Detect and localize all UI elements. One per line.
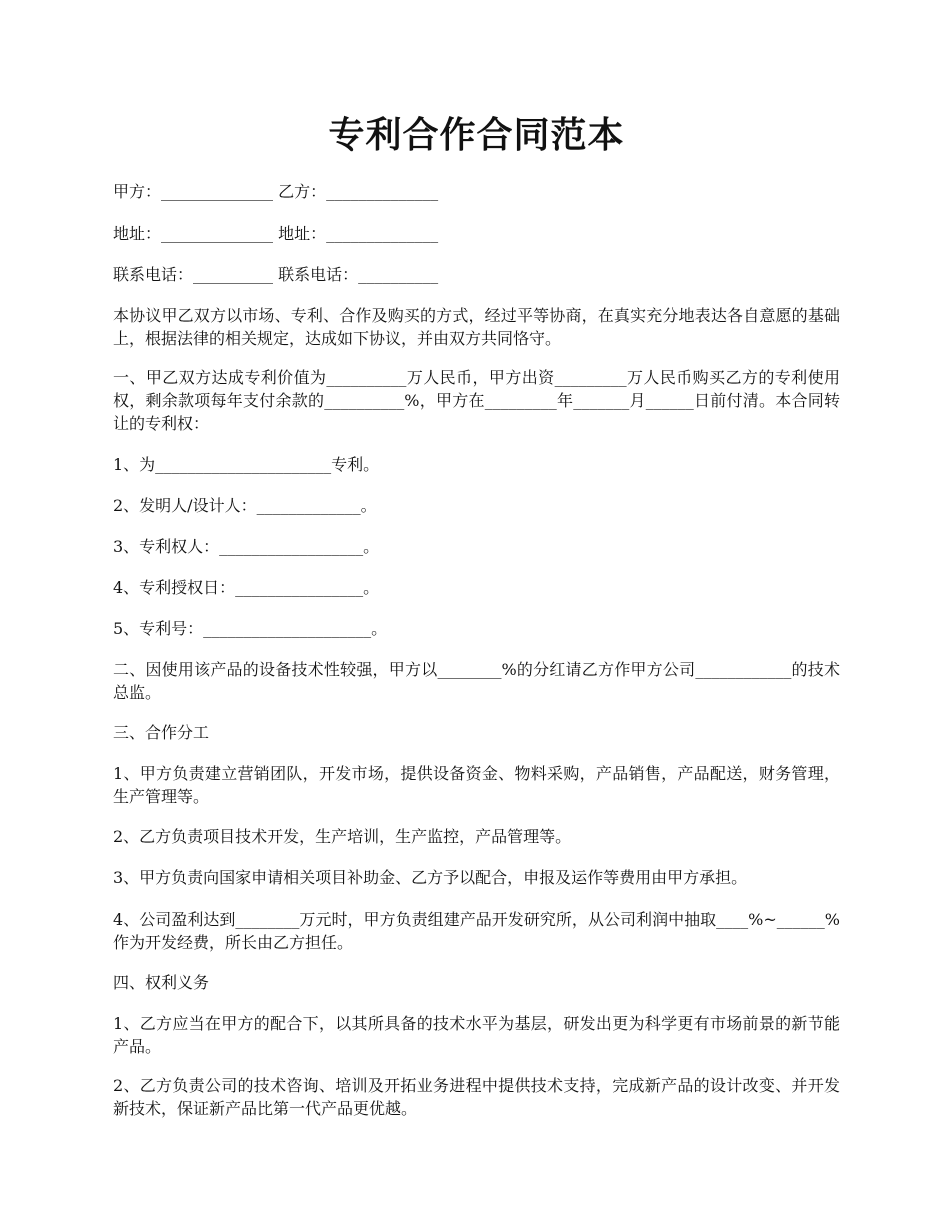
patent-item-2: 2、发明人/设计人：_____________。 (113, 496, 377, 515)
patent-item-3: 3、专利权人：__________________。 (113, 537, 380, 556)
section-4-item-1: 1、乙方应当在甲方的配合下，以其所具备的技术水平为基层，研发出更为科学更有市场前景的新节能产品。 (113, 1014, 840, 1056)
section-4-heading: 四、权利义务 (113, 973, 210, 992)
section-3-item-4: 4、公司盈利达到________万元时，甲方负责组建产品开发研究所，从公司利润中抽取____%~______%作为开发经费，所长由乙方担任。 (113, 910, 840, 952)
section-3-item-3: 3、甲方负责向国家申请相关项目补助金、乙方予以配合，申报及运作等费用由甲方承担。 (113, 868, 748, 887)
phone-line: 联系电话：__________ 联系电话：__________ (113, 265, 439, 284)
party-a-b-line: 甲方：______________ 乙方：______________ (113, 182, 439, 201)
preamble-paragraph: 本协议甲乙双方以市场、专利、合作及购买的方式，经过平等协商，在真实充分地表达各自意愿的基础上，根据法律的相关规定，达成如下协议，并由双方共同恪守。 (113, 306, 840, 348)
clause-1-paragraph: 一、甲乙双方达成专利价值为__________万人民币，甲方出资_________万人民币购买乙方的专利使用权，剩余款项每年支付余款的__________%，甲方在_________年_______月______日前付清。本合同转让的专利权： (113, 368, 840, 433)
clause-2-paragraph: 二、因使用该产品的设备技术性较强，甲方以________%的分红请乙方作甲方公司____________的技术总监。 (113, 660, 840, 702)
patent-item-4: 4、专利授权日：________________。 (113, 578, 380, 597)
section-3-item-1: 1、甲方负责建立营销团队，开发市场，提供设备资金、物料采购，产品销售，产品配送，财务管理，生产管理等。 (113, 764, 840, 806)
section-4-item-2: 2、乙方负责公司的技术咨询、培训及开拓业务进程中提供技术支持，完成新产品的设计改变、并开发新技术，保证新产品比第一代产品更优越。 (113, 1076, 840, 1118)
patent-item-1: 1、为______________________专利。 (113, 455, 380, 474)
address-line: 地址：______________ 地址：______________ (113, 224, 439, 243)
patent-item-5: 5、专利号：_____________________。 (113, 619, 388, 638)
document-title: 专利合作合同范本 (328, 115, 625, 156)
section-3-item-2: 2、乙方负责项目技术开发，生产培训，生产监控，产品管理等。 (113, 827, 572, 846)
section-3-heading: 三、合作分工 (113, 723, 210, 742)
